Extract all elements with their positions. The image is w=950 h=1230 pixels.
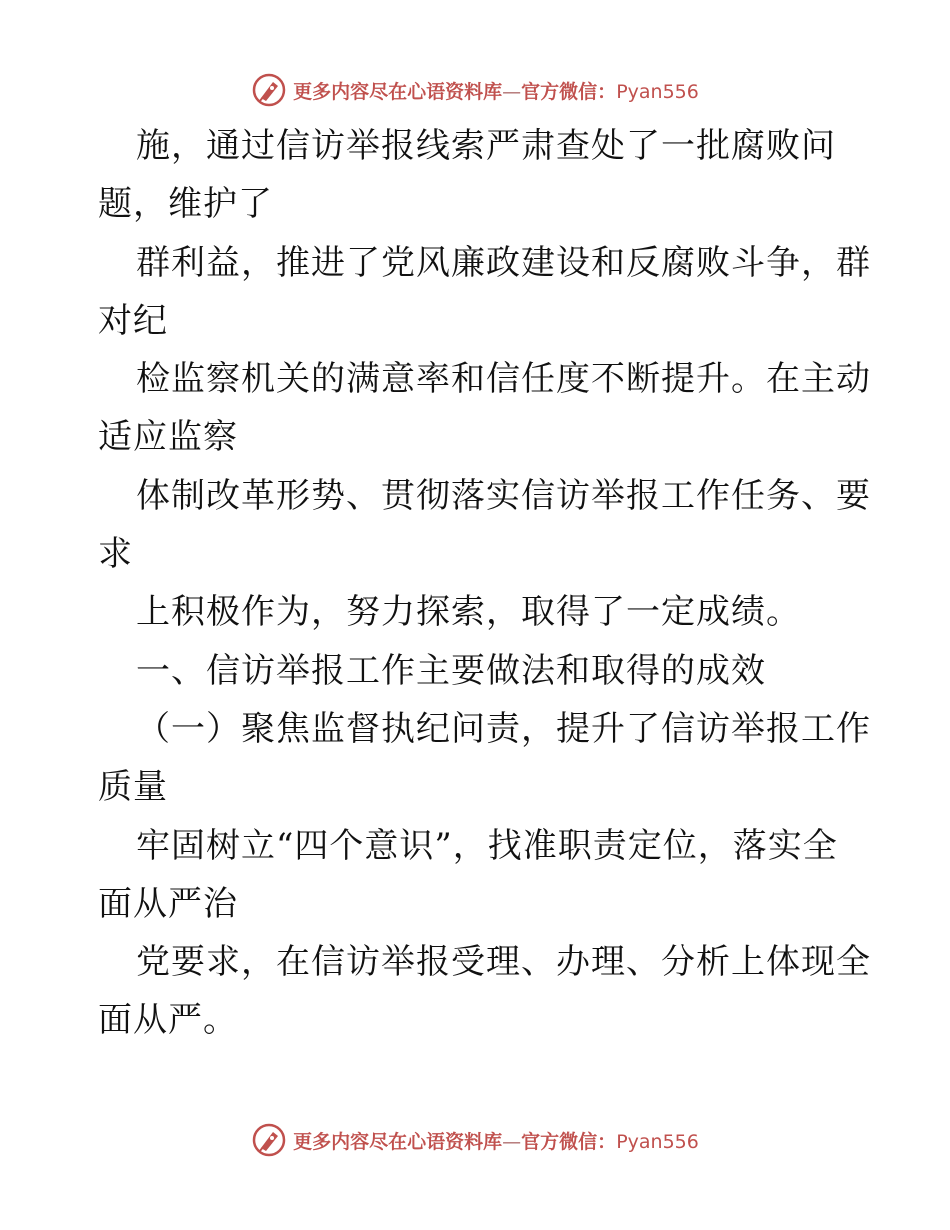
text-line: 题，维护了 bbox=[98, 184, 273, 225]
wechat-id: Pyan556 bbox=[616, 1130, 699, 1153]
text-line: 体制改革形势、贯彻落实信访举报工作任务、要 bbox=[136, 475, 871, 516]
section-heading: 一、信访举报工作主要做法和取得的成效 bbox=[136, 650, 766, 691]
banner-text: 更多内容尽在心语资料库—官方微信：Pyan556 bbox=[293, 1130, 699, 1153]
text-line: 对纪 bbox=[98, 300, 168, 341]
text-line: 党要求，在信访举报受理、办理、分析上体现全 bbox=[136, 942, 871, 983]
pen-nib-icon bbox=[251, 1122, 287, 1158]
text-line: 质量 bbox=[98, 767, 168, 808]
text-line: 施，通过信访举报线索严肃查处了一批腐败问 bbox=[136, 126, 836, 166]
pen-nib-icon bbox=[251, 72, 287, 108]
text-line: 上积极作为，努力探索，取得了一定成绩。 bbox=[136, 592, 801, 633]
document-body bbox=[98, 117, 871, 1050]
text-line: 检监察机关的满意率和信任度不断提升。在主动 bbox=[136, 359, 871, 400]
header-banner bbox=[0, 70, 950, 110]
text-line: 牢固树立“四个意识”，找准职责定位，落实全 bbox=[136, 825, 838, 866]
wechat-id: Pyan556 bbox=[616, 80, 699, 103]
text-line: 面从严治 bbox=[98, 883, 238, 924]
text-line: 面从严。 bbox=[98, 1000, 238, 1041]
banner-text: 更多内容尽在心语资料库—官方微信：Pyan556 bbox=[293, 80, 699, 103]
footer-banner bbox=[0, 1120, 950, 1160]
text-line: 适应监察 bbox=[98, 417, 238, 458]
subsection-heading: （一）聚焦监督执纪问责，提升了信访举报工作 bbox=[136, 708, 871, 749]
text-line: 求 bbox=[98, 534, 133, 575]
text-line: 群利益，推进了党风廉政建设和反腐败斗争，群 bbox=[136, 242, 871, 283]
